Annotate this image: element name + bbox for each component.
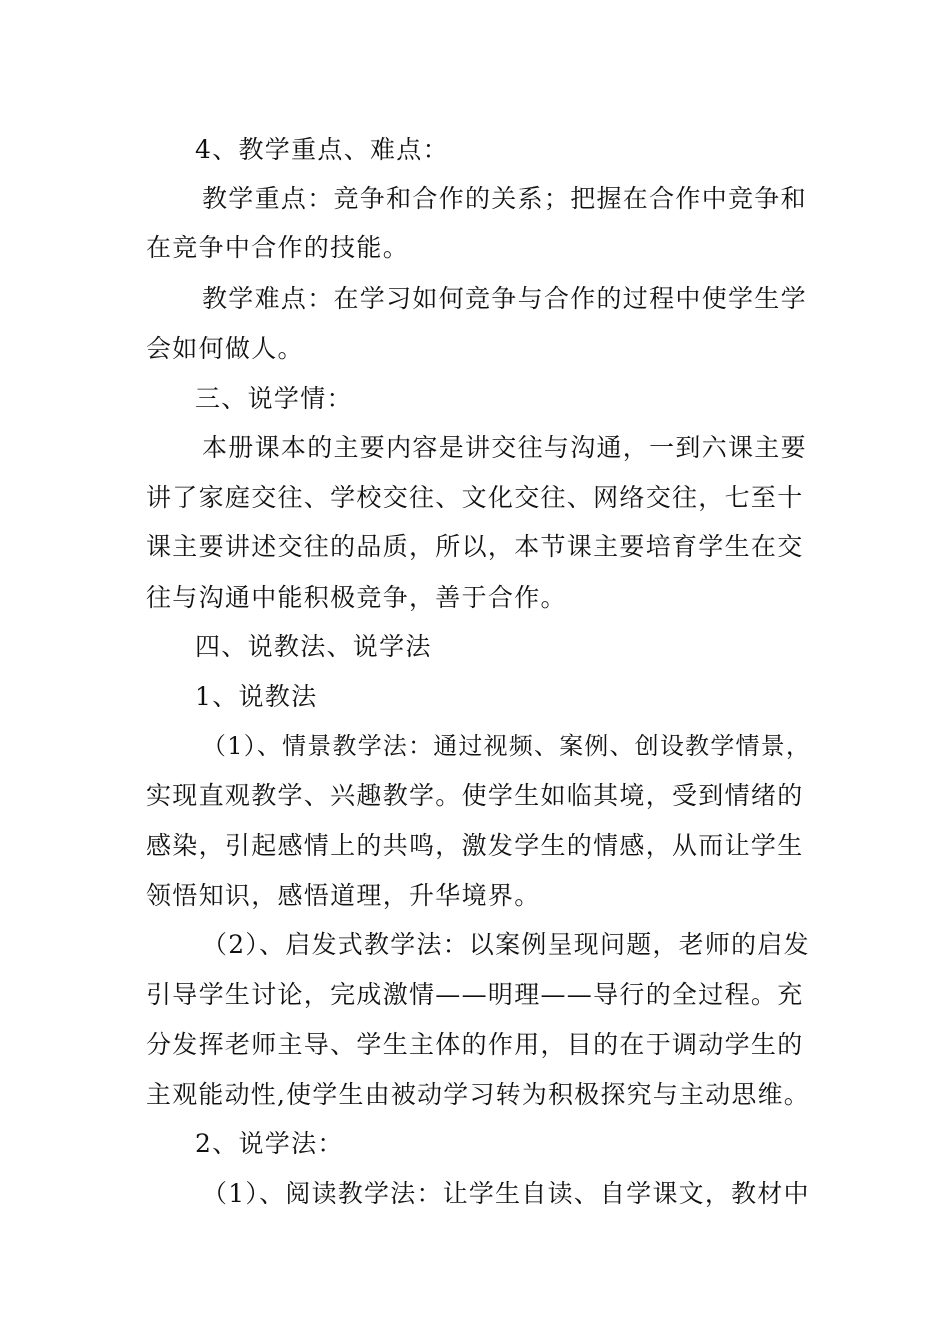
paragraph-line (0, 929, 950, 961)
paragraph-line (0, 1178, 950, 1210)
line-text: 2、说学法： (195, 1129, 344, 1158)
subheading-learning-method (0, 1128, 950, 1160)
line-text: 教学重点：竞争和合作的关系；把握在合作中竞争和 (202, 184, 807, 213)
line-text: 讲了家庭交往、学校交往、文化交往、网络交往，七至十 (146, 483, 804, 512)
paragraph-line (0, 582, 950, 614)
line-text: （1）、情景教学法：通过视频、案例、创设教学情景， (202, 732, 812, 760)
line-text: 引导学生讨论，完成激情——明理——导行的全过程。充 (146, 980, 804, 1009)
paragraph-line (0, 333, 950, 365)
paragraph-line (0, 730, 950, 762)
line-text: 感染，引起感情上的共鸣，激发学生的情感，从而让学生 (146, 831, 804, 860)
section-heading-teaching-focus (0, 134, 950, 166)
line-text: 三、说学情： (195, 384, 353, 413)
paragraph-line (0, 880, 950, 912)
line-text: 会如何做人。 (146, 334, 304, 363)
line-text: 在竞争中合作的技能。 (146, 233, 410, 262)
line-text: 四、说教法、说学法 (195, 632, 432, 661)
line-text: 往与沟通中能积极竞争，善于合作。 (146, 583, 567, 612)
paragraph-line (0, 979, 950, 1011)
subheading-teaching-method (0, 681, 950, 713)
paragraph-line (0, 830, 950, 862)
line-text: （1）、阅读教学法：让学生自读、自学课文，教材中 (202, 1179, 810, 1208)
paragraph-line (0, 1029, 950, 1061)
line-text: 1、说教法 (195, 682, 318, 711)
line-text: 教学难点：在学习如何竞争与合作的过程中使学生学 (202, 284, 807, 313)
paragraph-line (0, 183, 950, 215)
paragraph-line (0, 482, 950, 514)
line-text: 领悟知识，感悟道理，升华境界。 (146, 881, 541, 910)
paragraph-line (0, 531, 950, 563)
line-text: 课主要讲述交往的品质，所以，本节课主要培育学生在交 (146, 532, 804, 561)
paragraph-line (0, 432, 950, 464)
section-heading-methods (0, 631, 950, 663)
paragraph-line (0, 283, 950, 315)
paragraph-line (0, 232, 950, 264)
line-text: 本册课本的主要内容是讲交往与沟通，一到六课主要 (202, 433, 807, 462)
section-heading-student-situation (0, 383, 950, 415)
line-text: 实现直观教学、兴趣教学。使学生如临其境，受到情绪的 (146, 781, 804, 810)
line-text: （2）、启发式教学法：以案例呈现问题，老师的启发 (202, 930, 810, 959)
paragraph-line (0, 780, 950, 812)
line-text: 4、教学重点、难点： (195, 135, 449, 164)
line-text: 分发挥老师主导、学生主体的作用，目的在于调动学生的 (146, 1030, 804, 1059)
line-text: 主观能动性,使学生由被动学习转为积极探究与主动思维。 (146, 1080, 810, 1109)
paragraph-line (0, 1079, 950, 1111)
